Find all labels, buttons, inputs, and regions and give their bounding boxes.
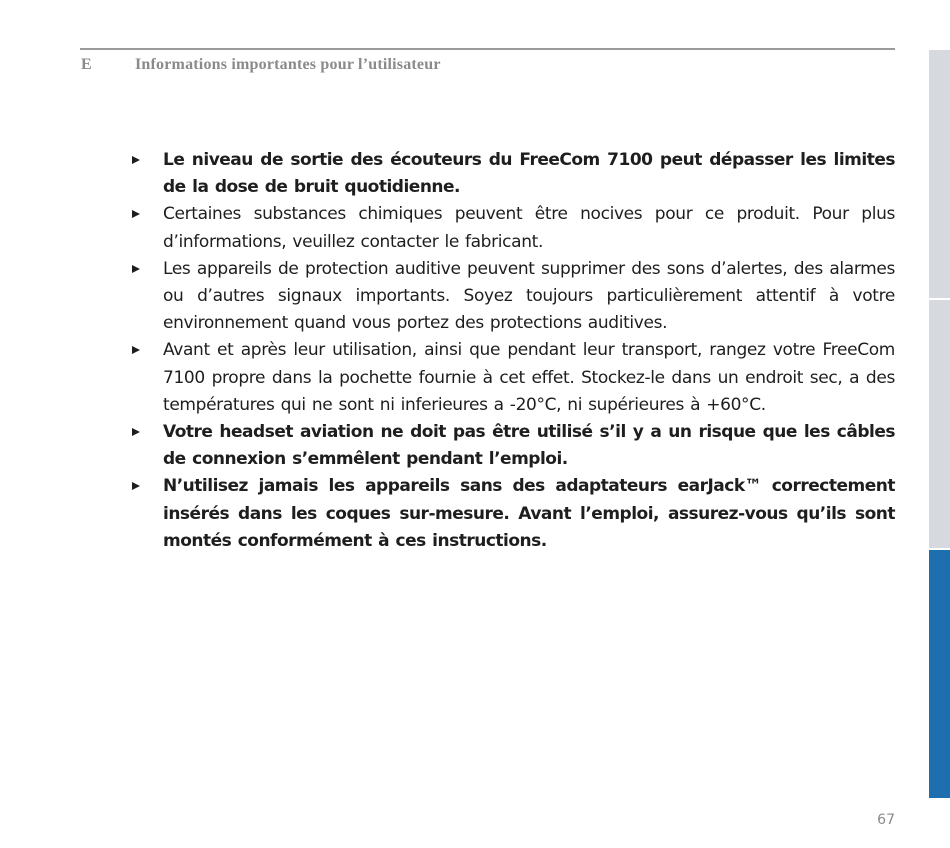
list-item-text: Les appareils de protection auditive peuvent supprimer des sons d’alertes, des alarmes ou d’autres signaux importants. Soyez toujours particulièrement attentif à votre environnement quand vous portez des protections auditives. — [163, 258, 895, 334]
bullet-arrow-icon — [132, 346, 140, 354]
bullet-arrow-icon — [132, 156, 140, 164]
list-item — [130, 201, 895, 255]
section-letter: E — [81, 56, 92, 73]
list-item — [130, 419, 895, 473]
page-header — [80, 56, 895, 80]
side-tab-1 — [929, 50, 950, 298]
bullet-arrow-icon — [132, 482, 140, 490]
bullet-arrow-icon — [132, 428, 140, 436]
side-tab-active — [929, 550, 950, 798]
list-item — [130, 337, 895, 419]
side-tab-2 — [929, 300, 950, 548]
bullet-arrow-icon — [132, 210, 140, 218]
list-item-text: N’utilisez jamais les appareils sans des adaptateurs earJack™ correctement insérés dans les coques sur-mesure. Avant l’emploi, assurez-vous qu’ils sont montés conformément à ces instructions. — [163, 476, 895, 551]
list-item-text: Certaines substances chimiques peuvent être nocives pour ce produit. Pour plus d’informations, veuillez contacter le fabricant. — [163, 204, 895, 252]
header-rule — [80, 48, 895, 50]
list-item — [130, 473, 895, 555]
bullet-arrow-icon — [132, 265, 140, 273]
list-item-text: Votre headset aviation ne doit pas être utilisé s’il y a un risque que les câbles de connexion s’emmêlent pendant l’emploi. — [163, 422, 895, 470]
list-item-text: Avant et après leur utilisation, ainsi que pendant leur transport, rangez votre FreeCom 7100 propre dans la pochette fournie à cet effet. Stockez-le dans un endroit sec, a des températures qui ne sont ni inferieures a -20°C, ni supérieures à +60°C. — [163, 340, 895, 415]
list-item — [130, 256, 895, 338]
list-item — [130, 147, 895, 201]
header-title: Informations importantes pour l’utilisateur — [135, 56, 441, 73]
list-item-text: Le niveau de sortie des écouteurs du FreeCom 7100 peut dépasser les limites de la dose de bruit quotidienne. — [163, 150, 895, 198]
bullet-list — [130, 147, 895, 555]
page-number: 67 — [877, 812, 895, 828]
